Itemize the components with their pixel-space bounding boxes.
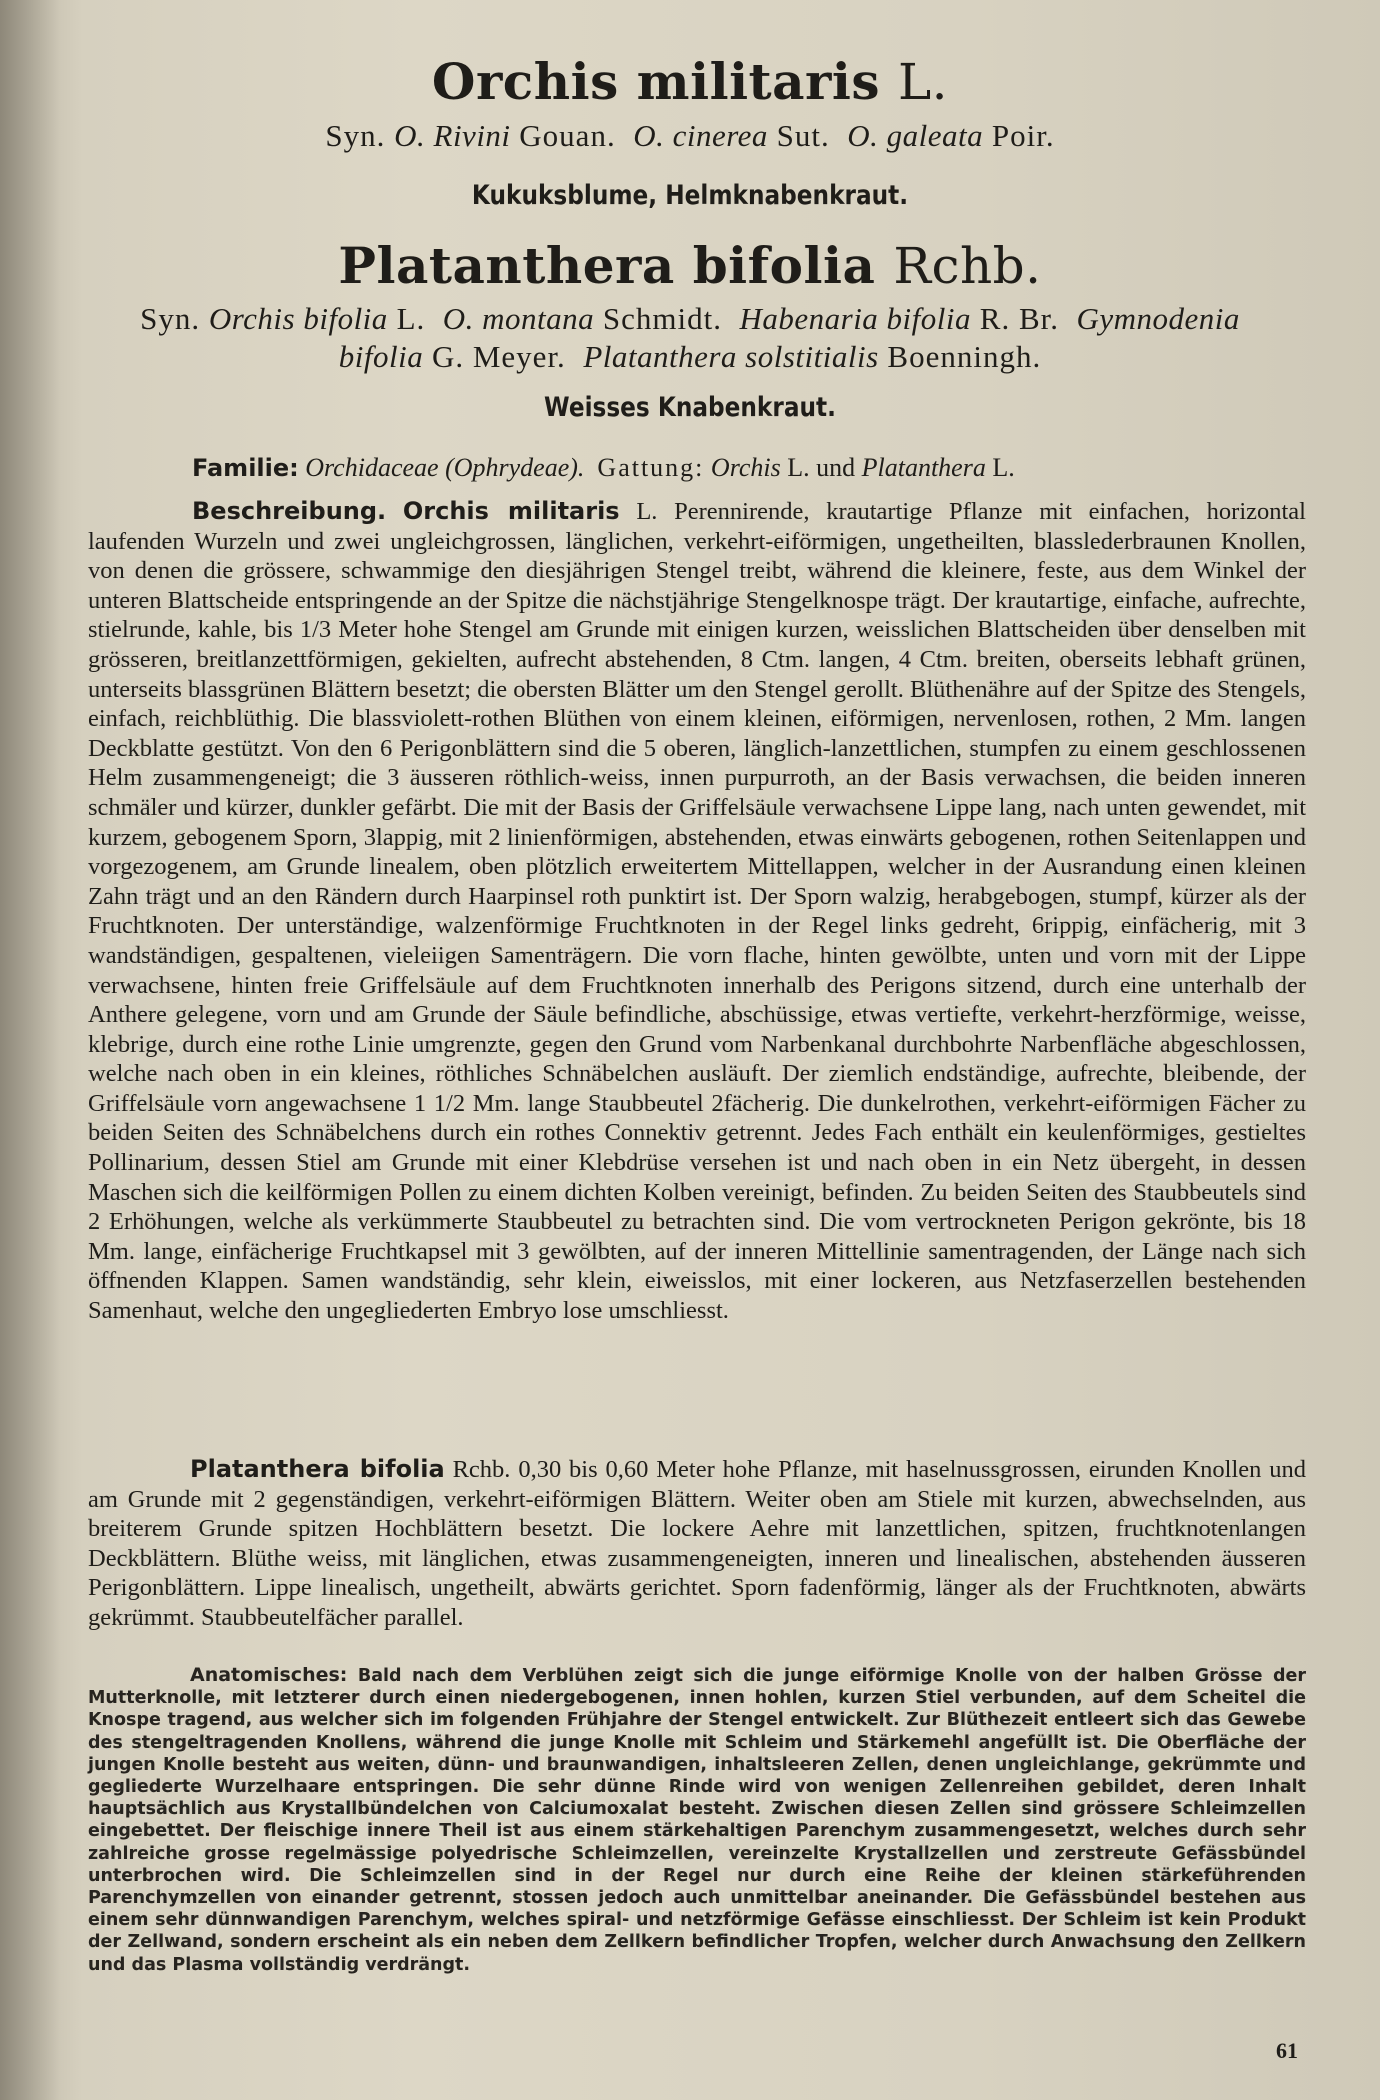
synonym: Gymnodenia bifolia — [338, 301, 1240, 374]
synonym: O. montana — [442, 301, 595, 336]
common-name-orchis — [0, 180, 1380, 211]
synonym-author: Schmidt. — [602, 301, 722, 336]
synonym-line — [0, 118, 1380, 154]
synonyms-platanthera — [100, 300, 1280, 376]
epithet: militaris — [636, 52, 881, 111]
genus-name: Platanthera — [861, 453, 986, 482]
platanthera-paragraph — [88, 1455, 1306, 1633]
description-text: Perennirende, krautartige Pflanze mit einfachen, horizontal laufenden Wurzeln und zwei ungleichgrossen, länglichen, verkehrt-eiförmigen, ungetheilten, blasslederbraunen Knollen, von denen die grössere, schwammige den diesjährigen Stengel treibt, während die kleinere, feste, aus dem Winkel der unteren Blattscheide entspringende an der Spitze die nächstjährige Stengelknospe trägt. Der krautartige, einfache, aufrechte, stielrunde, kahle, bis 1/3 Meter hohe Stengel am Grunde mit einigen kurzen, weisslichen Blattscheiden über denselben mit grösseren, breitlanzettförmigen, gekielten, aufrecht abstehenden, 8 Ctm. langen, 4 Ctm. breiten, oberseits lebhaft grünen, unterseits blassgrünen Blättern besetzt; die obersten Blätter um den Stengel gerollt. Blüthenähre auf der Spitze des Stengels, einfach, reichblüthig. Die blassviolett-rothen Blüthen von einem kleinen, eiförmigen, nervenlosen, rothen, 2 Mm. langen Deckblatte gestützt. Von den 6 Perigonblättern sind die 5 oberen, länglich-lanzettlichen, stumpfen zu einem geschlossenen Helm zusammengeneigt; die 3 äusseren röthlich-weiss, innen purpurroth, an der Basis verwachsen, die beiden inneren schmäler und kürzer, dunkler gefärbt. Die mit der Basis der Griffelsäule verwachsene Lippe lang, nach unten gewendet, mit kurzem, gebogenem Sporn, 3lappig, mit 2 linienförmigen, abstehenden, etwas einwärts gebogenen, rothen Seitenlappen und vorgezogenem, am Grunde linealem, oben plötzlich erweitertem Mittellappen, welcher in der Ausrandung einen kleinen Zahn trägt und an den Rändern durch Haarpinsel roth punktirt ist. Der Sporn walzig, herabgebogen, stumpf, kürzer als der Fruchtknoten. Der unterständige, walzenförmige Fruchtknoten in der Regel links gedreht, 6rippig, einfächerig, mit 3 wandständigen, gespaltenen, vieleiigen Samenträgern. Die vorn flache, hinten gewölbte, unten und vorn mit der Lippe verwachsene, hinten freie Griffelsäule auf dem Fruchtknoten innerhalb des Perigons sitzend, durch eine unterhalb der Anthere gelegene, vorn und am Grunde der Säule befindliche, abschüssige, etwas vertiefte, verkehrt-herzförmige, weisse, klebrige, durch eine rothe Linie umgrenzte, gegen den Grund vom Narbenkanal durchbohrte Narbenfläche abgeschlossen, welche nach oben in ein kleines, röthliches Schnäbelchen ausläuft. Der ziemlich endständige, aufrechte, bleibende, der Griffelsäule vorn angewachsene 1 1/2 Mm. lange Staubbeutel 2fächerig. Die dunkelrothen, verkehrt-eiförmigen Fächer zu beiden Seiten des Schnäbelchens durch ein rothes Connektiv getrennt. Jedes Fach enthält ein keulenförmiges, gestieltes Pollinarium, dessen Stiel am Grunde mit einer Klebdrüse versehen ist und nach oben in ein Netz übergeht, in dessen Maschen sich die keilförmigen Pollen zu einem dichten Kolben vereinigt, befinden. Zu beiden Seiten des Staubbeutels sind 2 Erhöhungen, welche als verkümmerte Staubbeutel zu betrachten sind. Die vom vertrockneten Perigon gekrönte, bis 18 Mm. lange, einfächerige Fruchtkapsel mit 3 gewölbten, auf der inneren Mittellinie samentragenden, der Länge nach sich öffnenden Klappen. Samen wandständig, sehr klein, eiweisslos, mit einer lockeren, aus Netzfaserzellen bestehenden Samenhaut, welche den ungegliederten Embryo lose umschliesst. — [88, 498, 1306, 1325]
genus-author: L. — [992, 453, 1015, 482]
synonym-line — [100, 300, 1280, 376]
family-line — [192, 453, 1292, 483]
synonym-author: Poir. — [991, 118, 1055, 153]
anatomy-text: Bald nach dem Verblühen zeigt sich die junge eiförmige Knolle von der halben Grösse der Mutterknolle, mit letzterer durch einen niedergebogenen, innen hohlen, kurzen Stiel verbunden, auf dem Scheitel die Knospe tragend, aus welcher sich im folgenden Frühjahre der Stengel entwickelt. Zur Blüthezeit entleert sich das Gewebe des stengeltragenden Knollens, während die junge Knolle mit Schleim und Stärkemehl angefüllt ist. Die Oberfläche der jungen Knolle besteht aus weiten, dünn- und braunwandigen, inhaltsleeren Zellen, denen ungleichlange, gekrümmte und gegliederte Wurzelhaare entspringen. Die sehr dünne Rinde wird von wenigen Zellenreihen gebildet, deren Inhalt hauptsächlich aus Krystallbündelchen von Calciumoxalat besteht. Zwischen diesen Zellen sind grössere Schleimzellen eingebettet. Der fleischige innere Theil ist aus einem stärkehaltigen Parenchym zusammengesetzt, welches durch sehr zahlreiche grosse regelmässige polyedrische Schleimzellen, vereinzelte Krystallzellen und zerstreute Gefässbündel unterbrochen wird. Die Schleimzellen sind in der Regel nur durch eine Reihe der kleinen stärkeführenden Parenchymzellen von einander getrennt, stossen jedoch auch unmittelbar aneinander. Die Gefässbündel bestehen aus einem sehr dünnwandigen Parenchym, welches spiral- und netzförmige Gefässe einschliesst. Der Schleim ist kein Produkt der Zellwand, sondern erscheint als ein neben dem Zellkern befindlicher Tropfen, welcher durch Anwachsung den Zellkern und das Plasma vollständig verdrängt. — [88, 1666, 1306, 1975]
synonym-author: Boenningh. — [887, 339, 1042, 374]
description-label: Beschreibung. — [192, 497, 387, 525]
binding-shadow — [0, 0, 60, 2100]
common-name: Weisses Knabenkraut. — [544, 392, 836, 423]
description-author: L. — [636, 498, 658, 525]
syn-prefix: Syn. — [325, 118, 386, 153]
synonym: O. galeata — [847, 118, 984, 153]
anatomy-paragraph — [88, 1664, 1306, 1976]
description-species: Orchis militaris — [402, 497, 620, 525]
genus-label: Gattung: — [597, 453, 705, 482]
heading-orchis-militaris — [0, 52, 1380, 111]
author: Rchb. — [893, 237, 1042, 295]
synonym-author: R. Br. — [979, 301, 1059, 336]
synonym: Platanthera solstitialis — [583, 339, 879, 374]
synonym-author: G. Meyer. — [431, 339, 566, 374]
synonym-author: Gouan. — [519, 118, 616, 153]
genus-author: L. und — [787, 453, 856, 482]
description-paragraph — [88, 497, 1306, 1326]
platanthera-text: 0,30 bis 0,60 Meter hohe Pflanze, mit haselnussgrossen, eirunden Knollen und am Grunde mit 2 gegenständigen, verkehrt-eiförmigen Blättern. Weiter oben am Stiele mit kurzen, abwechselnden, aus breiterem Grunde spitzen Hochblättern besetzt. Die lockere Aehre mit lanzettlichen, spitzen, fruchtknotenlangen Deckblättern. Blüthe weiss, mit länglichen, etwas zusammengeneigten, inneren und linealischen, abstehenden äusseren Perigonblättern. Lippe linealisch, ungetheilt, abwärts gerichtet. Sporn fadenförmig, länger als der Fruchtknoten, abwärts gekrümmt. Staubbeutelfächer parallel. — [88, 1456, 1306, 1631]
common-name-platanthera — [0, 392, 1380, 423]
species-title — [0, 52, 1380, 111]
genus: Orchis — [431, 52, 619, 111]
platanthera-author: Rchb. — [452, 1456, 511, 1483]
page-number: 61 — [1276, 2038, 1298, 2063]
synonym: O. Rivini — [394, 118, 511, 153]
family-name: Orchidaceae — [305, 453, 439, 482]
syn-prefix: Syn. — [140, 301, 201, 336]
heading-platanthera-bifolia — [0, 236, 1380, 295]
platanthera-species: Platanthera bifolia — [190, 1455, 445, 1483]
synonym: Habenaria bifolia — [739, 301, 972, 336]
epithet: bifolia — [692, 236, 876, 295]
genus-name: Orchis — [710, 453, 781, 482]
subfamily-name: (Ophrydeae). — [445, 453, 585, 482]
synonym: O. cinerea — [633, 118, 768, 153]
family-label: Familie: — [192, 454, 299, 482]
author: L. — [897, 53, 949, 111]
synonyms-orchis — [0, 118, 1380, 154]
genus: Platanthera — [338, 236, 675, 295]
synonym-author: L. — [396, 301, 426, 336]
species-title — [0, 236, 1380, 295]
synonym: Orchis bifolia — [208, 301, 388, 336]
common-name: Kukuksblume, Helmknabenkraut. — [471, 180, 909, 211]
anatomy-label: Anatomisches: — [190, 1664, 348, 1686]
synonym-author: Sut. — [776, 118, 830, 153]
